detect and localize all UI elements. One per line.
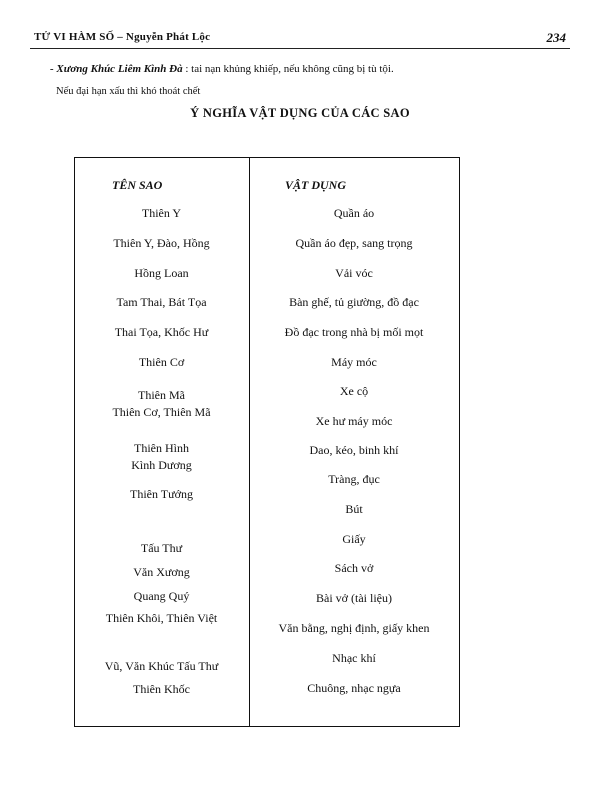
column-header-objects: VẬT DỤNG bbox=[285, 178, 347, 192]
object-name: Bài vở (tài liệu) bbox=[316, 591, 392, 605]
object-name: Quần áo bbox=[333, 206, 375, 220]
star-name: Thiên Y bbox=[141, 206, 182, 220]
intro-line-2: Nếu đại hạn xấu thì khó thoát chết bbox=[56, 86, 201, 97]
star-name: Thiên Cơ bbox=[138, 355, 185, 369]
section-title: Ý NGHĨA VẬT DỤNG CỦA CÁC SAO bbox=[190, 106, 410, 120]
object-name: Sách vở bbox=[334, 561, 374, 575]
star-name: Quang Quý bbox=[133, 589, 190, 603]
column-header-stars: TÊN SAO bbox=[112, 178, 163, 192]
star-name: Thiên Cơ, Thiên Mã bbox=[112, 405, 211, 419]
header-title: TỬ VI HÀM SỐ – Nguyễn Phát Lộc bbox=[34, 31, 211, 43]
object-name: Bút bbox=[345, 502, 363, 516]
intro-rest: : tai nạn khủng khiếp, nếu không cũng bị tù tội. bbox=[182, 63, 394, 75]
object-name: Dao, kéo, binh khí bbox=[309, 443, 399, 457]
object-name: Văn bằng, nghị định, giấy khen bbox=[278, 621, 430, 635]
star-name: Thai Tọa, Khốc Hư bbox=[114, 325, 209, 339]
object-name: Chuông, nhạc ngựa bbox=[307, 681, 401, 695]
star-name: Tam Thai, Bát Tọa bbox=[116, 295, 207, 309]
star-name: Vũ, Văn Khúc Tấu Thư bbox=[104, 659, 219, 673]
object-name: Máy móc bbox=[331, 355, 377, 369]
header-rule bbox=[30, 48, 570, 49]
star-name: Tấu Thư bbox=[140, 541, 183, 555]
object-name: Đồ đạc trong nhà bị mối mọt bbox=[284, 325, 424, 339]
object-name: Xe cộ bbox=[339, 384, 369, 398]
star-name: Thiên Hình bbox=[134, 441, 189, 455]
object-name: Tràng, đục bbox=[328, 472, 380, 486]
object-name: Nhạc khí bbox=[332, 651, 376, 665]
object-name: Xe hư máy móc bbox=[315, 414, 393, 428]
star-name: Thiên Tướng bbox=[130, 487, 193, 501]
star-name: Thiên Khốc bbox=[133, 682, 190, 696]
intro-line-1 bbox=[50, 63, 394, 75]
object-name: Bàn ghế, tủ giường, đồ đạc bbox=[289, 295, 419, 309]
star-name: Hồng Loan bbox=[134, 266, 189, 280]
page-number: 234 bbox=[546, 30, 566, 45]
star-name: Thiên Khôi, Thiên Việt bbox=[105, 611, 218, 625]
object-name: Quần áo đẹp, sang trọng bbox=[295, 236, 413, 250]
intro-bold-lead: - Xương Khúc Liêm Kình Đà bbox=[50, 63, 183, 75]
object-name: Vải vóc bbox=[335, 266, 373, 280]
object-name: Giấy bbox=[342, 532, 366, 546]
star-name: Văn Xương bbox=[133, 565, 190, 579]
star-name: Kình Dương bbox=[131, 458, 192, 472]
star-name: Thiên Mã bbox=[138, 388, 185, 402]
star-name: Thiên Y, Đào, Hồng bbox=[113, 236, 210, 250]
